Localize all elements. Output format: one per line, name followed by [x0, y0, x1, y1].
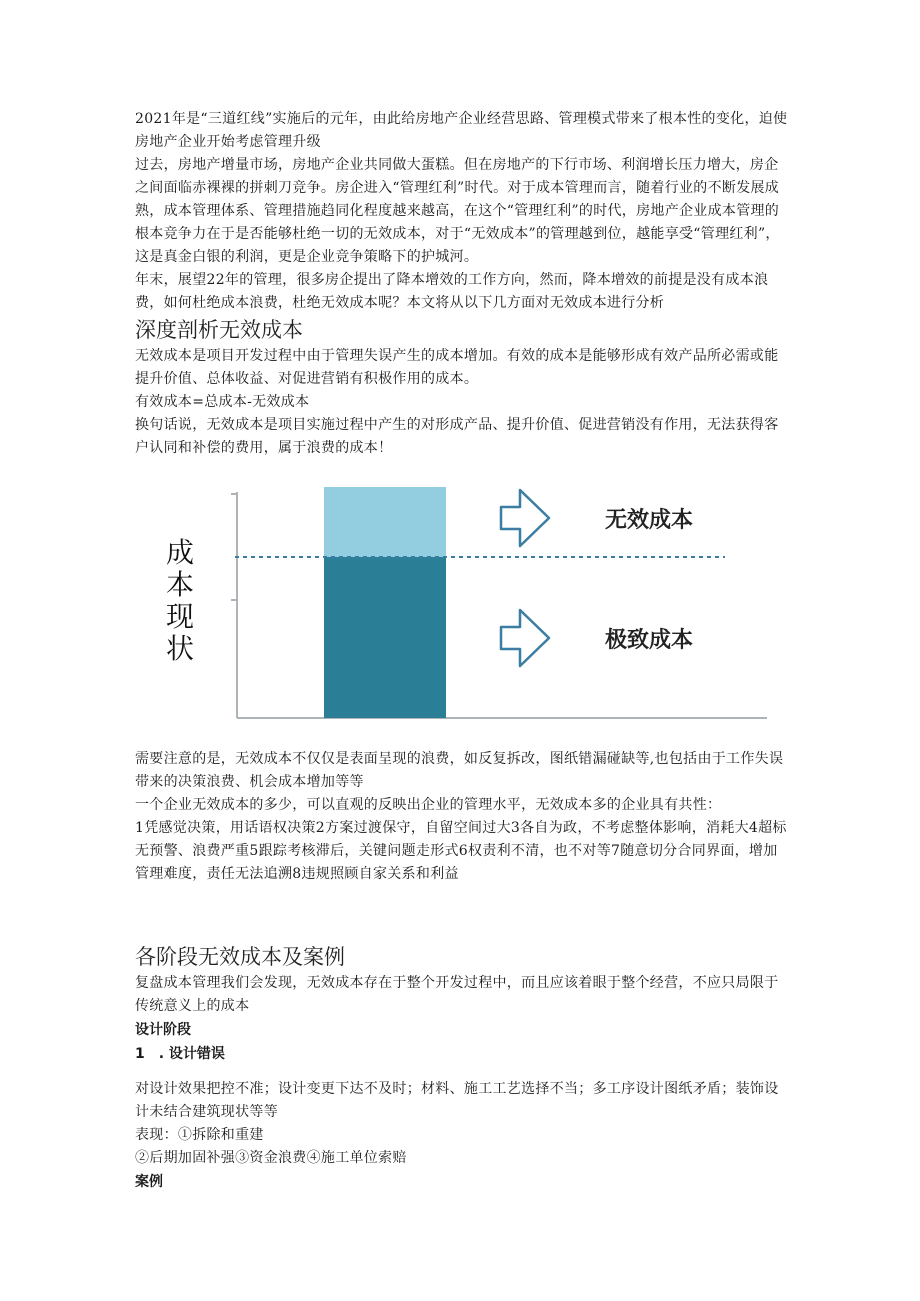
- cost-status-figure: [135, 482, 790, 742]
- section1-paragraph-1: 无效成本是项目开发过程中由于管理失误产生的成本增加。有效的成本是能够形成有效产品所必需或能提升价值、总体收益、对促进营销有积极作用的成本。: [135, 348, 779, 387]
- label-invalid-cost: 无效成本: [605, 508, 694, 533]
- section1-title: 深度剖析无效成本: [135, 318, 303, 342]
- after-figure-paragraph-2: 一个企业无效成本的多少，可以直观的反映出企业的管理水平，无效成本多的企业具有共性：: [135, 797, 722, 813]
- sub-heading-design-error: 1 . 设计错误: [135, 1046, 225, 1062]
- case-heading: 案例: [135, 1174, 163, 1190]
- minimal-cost-bar: [324, 557, 446, 718]
- y-label-char-3: 现: [165, 600, 194, 633]
- section1-paragraph-2: 换句话说，无效成本是项目实施过程中产生的对形成产品、提升价值、促进营销没有作用，无法获得客户认同和补偿的费用，属于浪费的成本！: [135, 417, 779, 456]
- y-label-char-4: 状: [165, 632, 194, 665]
- intro-paragraph-3: 年末，展望22年的管理，很多房企提出了降本增效的工作方向，然而，降本增效的前提是没有成本浪费，如何杜绝成本浪费，杜绝无效成本呢？本文将从以下几方面对无效成本进行分析: [135, 272, 769, 311]
- stage-heading: 设计阶段: [135, 1022, 191, 1038]
- arrow-icon-bottom: [501, 610, 549, 666]
- figure-y-label: [163, 537, 197, 665]
- arrow-icon-top: [501, 490, 549, 546]
- document-page: [135, 108, 790, 1194]
- section2-title: 各阶段无效成本及案例: [135, 945, 345, 969]
- intro-paragraph-2: 过去，房地产增量市场，房地产企业共同做大蛋糕。但在房地产的下行市场、利润增长压力增大，房企之间面临赤裸裸的拼刺刀竞争。房企进入“管理红利”时代。对于成本管理而言，随着行业的不断发展成熟，成本管理体系、管理措施趋同化程度越来越高，在这个“管理红利”的时代，房地产企业成本管理的根本竞争力在于是否能够杜绝一切的无效成本，对于“无效成本”的管理越到位，越能享受“管理红利”，这是真金白银的利润，更是企业竞争策略下的护城河。: [135, 157, 780, 265]
- section2-intro: 复盘成本管理我们会发现，无效成本存在于整个开发过程中，而且应该着眼于整个经营，不应只局限于传统意义上的成本: [135, 975, 779, 1014]
- after-figure-paragraph-3: 1凭感觉决策，用话语权决策2方案过渡保守，自留空间过大3各自为政，不考虑整体影响，消耗大4超标无预警、浪费严重5跟踪考核滞后，关键问题走形式6权责利不清，也不对等7随意切分合同界面，增加管理难度，责任无法追溯8违规照顾自家关系和利益: [135, 820, 787, 882]
- intro-paragraph-1: 2021年是“三道红线”实施后的元年，由此给房地产企业经营思路、管理模式带来了根本性的变化，迫使房地产企业开始考虑管理升级: [135, 111, 788, 150]
- invalid-cost-bar: [324, 487, 446, 557]
- y-label-char-2: 本: [165, 568, 194, 601]
- section1-formula: 有效成本=总成本-无效成本: [135, 394, 310, 410]
- performance-line-1: 表现：①拆除和重建: [135, 1127, 264, 1143]
- design-error-paragraph: 对设计效果把控不准；设计变更下达不及时；材料、施工工艺选择不当；多工序设计图纸矛盾；装饰设计未结合建筑现状等等: [135, 1081, 779, 1120]
- label-minimal-cost: 极致成本: [605, 628, 694, 653]
- performance-line-2: ②后期加固补强③资金浪费④施工单位索赔: [135, 1150, 407, 1166]
- y-label-char-1: 成: [165, 536, 194, 569]
- after-figure-paragraph-1: 需要注意的是，无效成本不仅仅是表面呈现的浪费，如反复拆改，图纸错漏碰缺等,也包括由于工作失误带来的决策浪费、机会成本增加等等: [135, 751, 784, 790]
